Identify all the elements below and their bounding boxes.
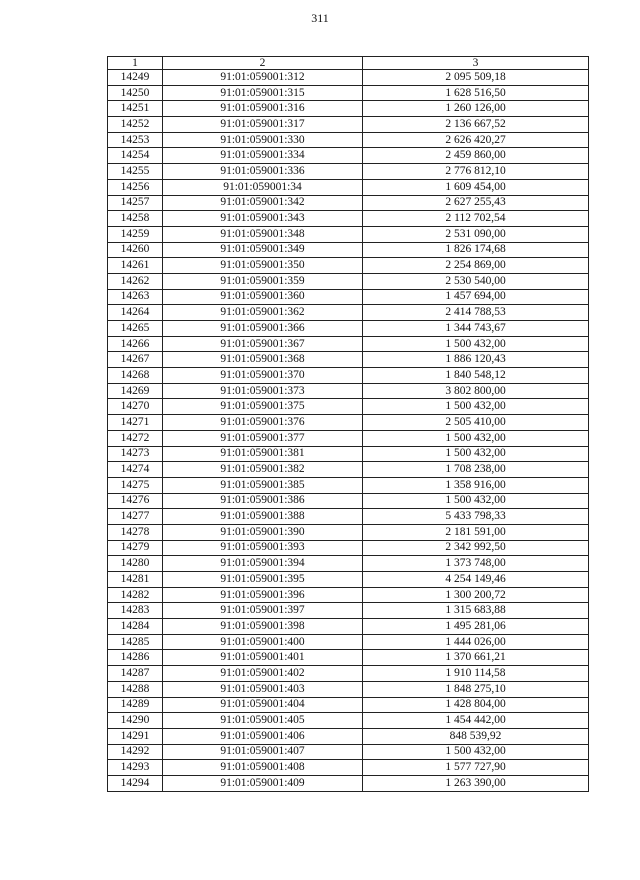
row-number-cell: 14271 bbox=[108, 415, 163, 431]
table-row bbox=[108, 85, 589, 101]
cadastral-number-cell: 91:01:059001:398 bbox=[163, 619, 363, 635]
value-cell: 4 254 149,46 bbox=[363, 572, 589, 588]
table-row bbox=[108, 415, 589, 431]
row-number-cell: 14264 bbox=[108, 305, 163, 321]
row-number-cell: 14277 bbox=[108, 509, 163, 525]
value-cell: 1 826 174,68 bbox=[363, 242, 589, 258]
row-number-cell: 14285 bbox=[108, 634, 163, 650]
cadastral-number-cell: 91:01:059001:359 bbox=[163, 273, 363, 289]
data-table bbox=[107, 56, 589, 792]
row-number-cell: 14282 bbox=[108, 587, 163, 603]
value-cell: 1 444 026,00 bbox=[363, 634, 589, 650]
table-row bbox=[108, 540, 589, 556]
row-number-cell: 14278 bbox=[108, 524, 163, 540]
cadastral-number-cell: 91:01:059001:390 bbox=[163, 524, 363, 540]
row-number-cell: 14289 bbox=[108, 697, 163, 713]
value-cell: 1 370 661,21 bbox=[363, 650, 589, 666]
value-cell: 2 414 788,53 bbox=[363, 305, 589, 321]
cadastral-number-cell: 91:01:059001:403 bbox=[163, 681, 363, 697]
cadastral-number-cell: 91:01:059001:404 bbox=[163, 697, 363, 713]
table-row bbox=[108, 242, 589, 258]
value-cell: 1 628 516,50 bbox=[363, 85, 589, 101]
cadastral-number-cell: 91:01:059001:348 bbox=[163, 226, 363, 242]
row-number-cell: 14290 bbox=[108, 713, 163, 729]
value-cell: 1 300 200,72 bbox=[363, 587, 589, 603]
table-row bbox=[108, 321, 589, 337]
row-number-cell: 14272 bbox=[108, 430, 163, 446]
cadastral-number-cell: 91:01:059001:34 bbox=[163, 179, 363, 195]
table-row bbox=[108, 760, 589, 776]
cadastral-number-cell: 91:01:059001:388 bbox=[163, 509, 363, 525]
value-cell: 1 840 548,12 bbox=[363, 368, 589, 384]
row-number-cell: 14268 bbox=[108, 368, 163, 384]
row-number-cell: 14266 bbox=[108, 336, 163, 352]
cadastral-number-cell: 91:01:059001:409 bbox=[163, 775, 363, 791]
value-cell: 2 776 812,10 bbox=[363, 164, 589, 180]
cadastral-number-cell: 91:01:059001:375 bbox=[163, 399, 363, 415]
table-row bbox=[108, 117, 589, 133]
cadastral-number-cell: 91:01:059001:360 bbox=[163, 289, 363, 305]
cadastral-number-cell: 91:01:059001:377 bbox=[163, 430, 363, 446]
value-cell: 1 373 748,00 bbox=[363, 556, 589, 572]
row-number-cell: 14250 bbox=[108, 85, 163, 101]
table-row bbox=[108, 509, 589, 525]
row-number-cell: 14280 bbox=[108, 556, 163, 572]
cadastral-number-cell: 91:01:059001:396 bbox=[163, 587, 363, 603]
value-cell: 1 263 390,00 bbox=[363, 775, 589, 791]
header-row bbox=[108, 57, 589, 70]
table-row bbox=[108, 273, 589, 289]
table-row bbox=[108, 164, 589, 180]
cadastral-number-cell: 91:01:059001:386 bbox=[163, 493, 363, 509]
table-row bbox=[108, 619, 589, 635]
table-row bbox=[108, 681, 589, 697]
row-number-cell: 14283 bbox=[108, 603, 163, 619]
value-cell: 1 609 454,00 bbox=[363, 179, 589, 195]
table-row bbox=[108, 352, 589, 368]
cadastral-number-cell: 91:01:059001:397 bbox=[163, 603, 363, 619]
value-cell: 1 454 442,00 bbox=[363, 713, 589, 729]
row-number-cell: 14274 bbox=[108, 462, 163, 478]
row-number-cell: 14281 bbox=[108, 572, 163, 588]
cadastral-number-cell: 91:01:059001:368 bbox=[163, 352, 363, 368]
value-cell: 1 708 238,00 bbox=[363, 462, 589, 478]
row-number-cell: 14251 bbox=[108, 101, 163, 117]
row-number-cell: 14253 bbox=[108, 132, 163, 148]
cadastral-number-cell: 91:01:059001:402 bbox=[163, 666, 363, 682]
value-cell: 2 112 702,54 bbox=[363, 211, 589, 227]
table-row bbox=[108, 697, 589, 713]
table-row bbox=[108, 728, 589, 744]
value-cell: 3 802 800,00 bbox=[363, 383, 589, 399]
table-row bbox=[108, 101, 589, 117]
value-cell: 1 428 804,00 bbox=[363, 697, 589, 713]
table-row bbox=[108, 132, 589, 148]
row-number-cell: 14291 bbox=[108, 728, 163, 744]
cadastral-number-cell: 91:01:059001:407 bbox=[163, 744, 363, 760]
row-number-cell: 14255 bbox=[108, 164, 163, 180]
cadastral-number-cell: 91:01:059001:317 bbox=[163, 117, 363, 133]
header-cell-3: 3 bbox=[363, 57, 589, 70]
cadastral-number-cell: 91:01:059001:330 bbox=[163, 132, 363, 148]
value-cell: 2 181 591,00 bbox=[363, 524, 589, 540]
row-number-cell: 14273 bbox=[108, 446, 163, 462]
cadastral-number-cell: 91:01:059001:381 bbox=[163, 446, 363, 462]
table-row bbox=[108, 634, 589, 650]
cadastral-number-cell: 91:01:059001:362 bbox=[163, 305, 363, 321]
cadastral-number-cell: 91:01:059001:408 bbox=[163, 760, 363, 776]
cadastral-number-cell: 91:01:059001:395 bbox=[163, 572, 363, 588]
table-row bbox=[108, 603, 589, 619]
row-number-cell: 14293 bbox=[108, 760, 163, 776]
table-row bbox=[108, 226, 589, 242]
row-number-cell: 14270 bbox=[108, 399, 163, 415]
cadastral-number-cell: 91:01:059001:376 bbox=[163, 415, 363, 431]
value-cell: 1 848 275,10 bbox=[363, 681, 589, 697]
row-number-cell: 14260 bbox=[108, 242, 163, 258]
row-number-cell: 14265 bbox=[108, 321, 163, 337]
cadastral-number-cell: 91:01:059001:366 bbox=[163, 321, 363, 337]
table-row bbox=[108, 258, 589, 274]
table-row bbox=[108, 179, 589, 195]
cadastral-number-cell: 91:01:059001:405 bbox=[163, 713, 363, 729]
table-header bbox=[108, 57, 589, 70]
value-cell: 1 886 120,43 bbox=[363, 352, 589, 368]
value-cell: 1 910 114,58 bbox=[363, 666, 589, 682]
row-number-cell: 14257 bbox=[108, 195, 163, 211]
cadastral-number-cell: 91:01:059001:373 bbox=[163, 383, 363, 399]
cadastral-number-cell: 91:01:059001:350 bbox=[163, 258, 363, 274]
table-row bbox=[108, 650, 589, 666]
cadastral-number-cell: 91:01:059001:382 bbox=[163, 462, 363, 478]
value-cell: 1 500 432,00 bbox=[363, 430, 589, 446]
table-row bbox=[108, 70, 589, 86]
value-cell: 1 577 727,90 bbox=[363, 760, 589, 776]
table-row bbox=[108, 666, 589, 682]
table-row bbox=[108, 572, 589, 588]
value-cell: 2 626 420,27 bbox=[363, 132, 589, 148]
cadastral-number-cell: 91:01:059001:334 bbox=[163, 148, 363, 164]
row-number-cell: 14267 bbox=[108, 352, 163, 368]
row-number-cell: 14279 bbox=[108, 540, 163, 556]
value-cell: 2 136 667,52 bbox=[363, 117, 589, 133]
row-number-cell: 14259 bbox=[108, 226, 163, 242]
value-cell: 1 344 743,67 bbox=[363, 321, 589, 337]
value-cell: 2 095 509,18 bbox=[363, 70, 589, 86]
cadastral-number-cell: 91:01:059001:312 bbox=[163, 70, 363, 86]
value-cell: 2 342 992,50 bbox=[363, 540, 589, 556]
row-number-cell: 14261 bbox=[108, 258, 163, 274]
value-cell: 1 315 683,88 bbox=[363, 603, 589, 619]
row-number-cell: 14252 bbox=[108, 117, 163, 133]
table-row bbox=[108, 148, 589, 164]
table-row bbox=[108, 713, 589, 729]
cadastral-number-cell: 91:01:059001:394 bbox=[163, 556, 363, 572]
table-row bbox=[108, 336, 589, 352]
value-cell: 2 530 540,00 bbox=[363, 273, 589, 289]
row-number-cell: 14258 bbox=[108, 211, 163, 227]
value-cell: 1 500 432,00 bbox=[363, 493, 589, 509]
cadastral-number-cell: 91:01:059001:336 bbox=[163, 164, 363, 180]
row-number-cell: 14286 bbox=[108, 650, 163, 666]
header-cell-2: 2 bbox=[163, 57, 363, 70]
value-cell: 1 358 916,00 bbox=[363, 477, 589, 493]
cadastral-number-cell: 91:01:059001:401 bbox=[163, 650, 363, 666]
table-row bbox=[108, 305, 589, 321]
cadastral-number-cell: 91:01:059001:349 bbox=[163, 242, 363, 258]
cadastral-number-cell: 91:01:059001:315 bbox=[163, 85, 363, 101]
value-cell: 2 254 869,00 bbox=[363, 258, 589, 274]
cadastral-number-cell: 91:01:059001:370 bbox=[163, 368, 363, 384]
value-cell: 5 433 798,33 bbox=[363, 509, 589, 525]
cadastral-number-cell: 91:01:059001:316 bbox=[163, 101, 363, 117]
row-number-cell: 14263 bbox=[108, 289, 163, 305]
value-cell: 2 459 860,00 bbox=[363, 148, 589, 164]
row-number-cell: 14288 bbox=[108, 681, 163, 697]
cadastral-number-cell: 91:01:059001:367 bbox=[163, 336, 363, 352]
table-row bbox=[108, 462, 589, 478]
table-row bbox=[108, 195, 589, 211]
row-number-cell: 14292 bbox=[108, 744, 163, 760]
table-row bbox=[108, 446, 589, 462]
row-number-cell: 14276 bbox=[108, 493, 163, 509]
value-cell: 2 627 255,43 bbox=[363, 195, 589, 211]
cadastral-number-cell: 91:01:059001:406 bbox=[163, 728, 363, 744]
row-number-cell: 14254 bbox=[108, 148, 163, 164]
table-row bbox=[108, 524, 589, 540]
row-number-cell: 14262 bbox=[108, 273, 163, 289]
value-cell: 2 531 090,00 bbox=[363, 226, 589, 242]
table-row bbox=[108, 399, 589, 415]
row-number-cell: 14275 bbox=[108, 477, 163, 493]
row-number-cell: 14294 bbox=[108, 775, 163, 791]
cadastral-number-cell: 91:01:059001:400 bbox=[163, 634, 363, 650]
table-row bbox=[108, 289, 589, 305]
value-cell: 1 495 281,06 bbox=[363, 619, 589, 635]
value-cell: 1 500 432,00 bbox=[363, 336, 589, 352]
value-cell: 1 260 126,00 bbox=[363, 101, 589, 117]
row-number-cell: 14249 bbox=[108, 70, 163, 86]
value-cell: 1 500 432,00 bbox=[363, 744, 589, 760]
table-row bbox=[108, 556, 589, 572]
row-number-cell: 14269 bbox=[108, 383, 163, 399]
header-cell-1: 1 bbox=[108, 57, 163, 70]
row-number-cell: 14287 bbox=[108, 666, 163, 682]
cadastral-number-cell: 91:01:059001:343 bbox=[163, 211, 363, 227]
cadastral-number-cell: 91:01:059001:342 bbox=[163, 195, 363, 211]
row-number-cell: 14284 bbox=[108, 619, 163, 635]
cadastral-number-cell: 91:01:059001:385 bbox=[163, 477, 363, 493]
value-cell: 1 500 432,00 bbox=[363, 446, 589, 462]
row-number-cell: 14256 bbox=[108, 179, 163, 195]
table-row bbox=[108, 430, 589, 446]
value-cell: 1 500 432,00 bbox=[363, 399, 589, 415]
cadastral-number-cell: 91:01:059001:393 bbox=[163, 540, 363, 556]
table-row bbox=[108, 383, 589, 399]
table-row bbox=[108, 493, 589, 509]
table-row bbox=[108, 775, 589, 791]
table-row bbox=[108, 587, 589, 603]
value-cell: 2 505 410,00 bbox=[363, 415, 589, 431]
value-cell: 848 539,92 bbox=[363, 728, 589, 744]
page-number: 311 bbox=[311, 11, 329, 25]
table-row bbox=[108, 744, 589, 760]
table-body bbox=[108, 70, 589, 792]
value-cell: 1 457 694,00 bbox=[363, 289, 589, 305]
table-row bbox=[108, 368, 589, 384]
table-row bbox=[108, 477, 589, 493]
table-row bbox=[108, 211, 589, 227]
